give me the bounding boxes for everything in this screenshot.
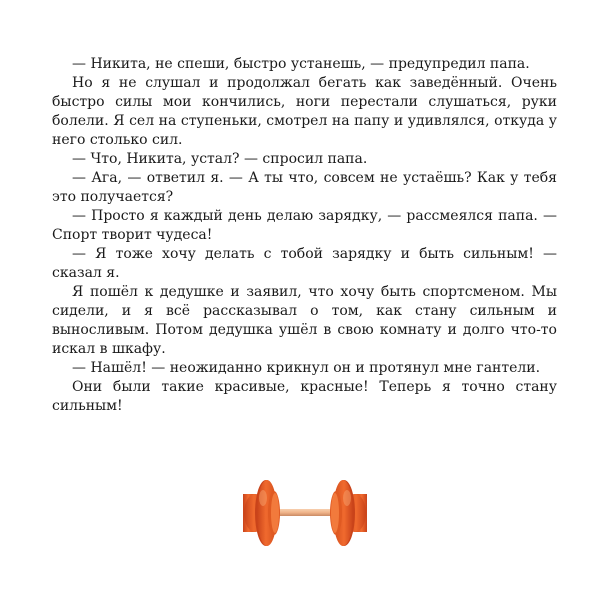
story-paragraph: — Что, Никита, устал? — спросил папа. bbox=[72, 151, 368, 167]
dumbbell-right-weight bbox=[330, 480, 367, 546]
story-paragraph: Я пошёл к дедушке и заявил, что хочу быть спортсменом. Мы сидели, и я всё рассказывал о том, как стану сильным и выносливым. Потом дедушка ушёл в свою комнату и долго что-то искал в шкафу. bbox=[52, 284, 557, 357]
story-text bbox=[52, 55, 557, 416]
story-paragraph: — Ага, — ответил я. — А ты что, совсем не устаёшь? Как у тебя это получается? bbox=[52, 170, 557, 205]
story-paragraph: — Я тоже хочу делать с тобой зарядку и быть сильным! — сказал я. bbox=[52, 246, 557, 281]
story-paragraph: — Нашёл! — неожиданно крикнул он и протянул мне гантели. bbox=[72, 360, 541, 376]
story-paragraph: Они были такие красивые, красные! Теперь я точно стану сильным! bbox=[52, 379, 557, 414]
story-paragraph: — Просто я каждый день делаю зарядку, — рассмеялся папа. — Спорт творит чудеса! bbox=[52, 208, 557, 243]
dumbbell-bar bbox=[276, 509, 334, 516]
story-paragraph: — Никита, не спеши, быстро устанешь, — предупредил папа. bbox=[72, 56, 530, 72]
story-paragraph: Но я не слушал и продолжал бегать как заведённый. Очень быстро силы мои кончились, ноги перестали слушаться, руки болели. Я сел на ступеньки, смотрел на папу и удивлялся, откуда у него столько сил. bbox=[52, 75, 557, 148]
dumbbell-icon bbox=[240, 468, 370, 558]
dumbbell-left-weight bbox=[243, 480, 280, 546]
